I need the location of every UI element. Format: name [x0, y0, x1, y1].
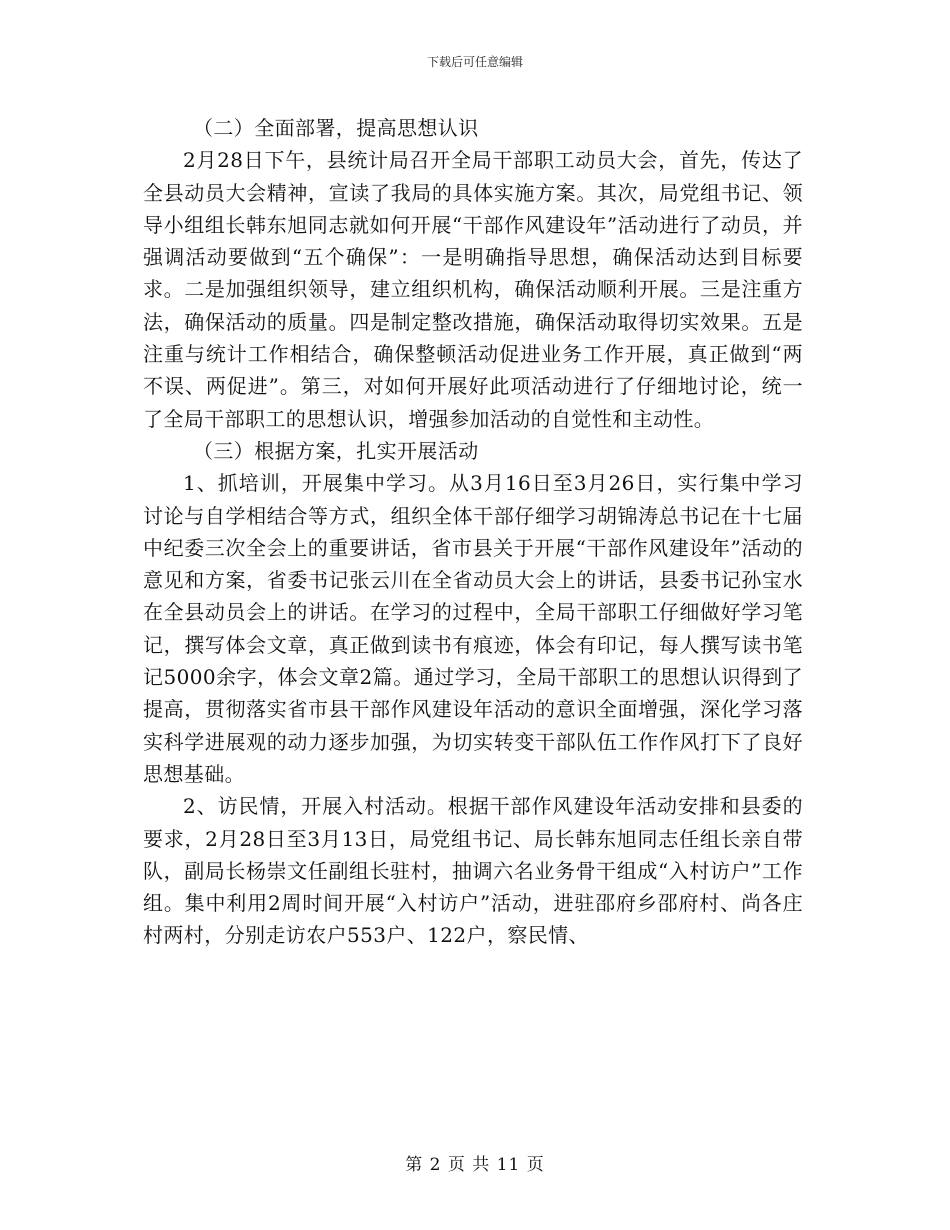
paragraph-3: 2、访民情，开展入村活动。根据干部作风建设年活动安排和县委的要求，2月28日至3月13日，局党组书记、局长韩东旭同志任组长亲自带队，副局长杨崇文任副组长驻村，抽调六名业务骨干组成“入村访户”工作组。集中利用2周时间开展“入村访户”活动，进驻邵府乡邵府村、尚各庄村两村，分别走访农户553户、122户，察民情、: [143, 794, 803, 948]
section-heading-3: （三）根据方案，扎实开展活动: [193, 438, 479, 463]
page-number-footer: 第 2 页 共 11 页: [405, 1155, 545, 1175]
paragraph-1: 2月28日下午，县统计局召开全局干部职工动员大会，首先，传达了全县动员大会精神，宣读了我局的具体实施方案。其次，局党组书记、领导小组组长韩东旭同志就如何开展“干部作风建设年”活动进行了动员，并强调活动要做到“五个确保”：一是明确指导思想，确保活动达到目标要求。二是加强组织领导，建立组织机构，确保活动顺利开展。三是注重方法，确保活动的质量。四是制定整改措施，确保活动取得切实效果。五是注重与统计工作相结合，确保整顿活动促进业务工作开展，真正做到“两不误、两促进”。第三，对如何开展好此项活动进行了仔细地讨论，统一了全局干部职工的思想认识，增强参加活动的自觉性和主动性。: [143, 148, 803, 431]
page-header-note: 下载后可任意编辑: [426, 55, 523, 69]
document-body: [143, 112, 803, 952]
section-heading-2: （二）全面部署，提高思想认识: [193, 116, 479, 140]
paragraph-2: 1、抓培训，开展集中学习。从3月16日至3月26日，实行集中学习讨论与自学相结合等方式，组织全体干部仔细学习胡锦涛总书记在十七届中纪委三次全会上的重要讲话，省市县关于开展“干部作风建设年”活动的意见和方案，省委书记张云川在全省动员大会上的讲话，县委书记孙宝水在全县动员会上的讲话。在学习的过程中，全局干部职工仔细做好学习笔记，撰写体会文章，真正做到读书有痕迹，体会有印记，每人撰写读书笔记5000余字，体会文章2篇。通过学习，全局干部职工的思想认识得到了提高，贯彻落实省市县干部作风建设年活动的意识全面增强，深化学习落实科学进展观的动力逐步加强，为切实转变干部队伍工作作风打下了良好思想基础。: [143, 471, 803, 786]
